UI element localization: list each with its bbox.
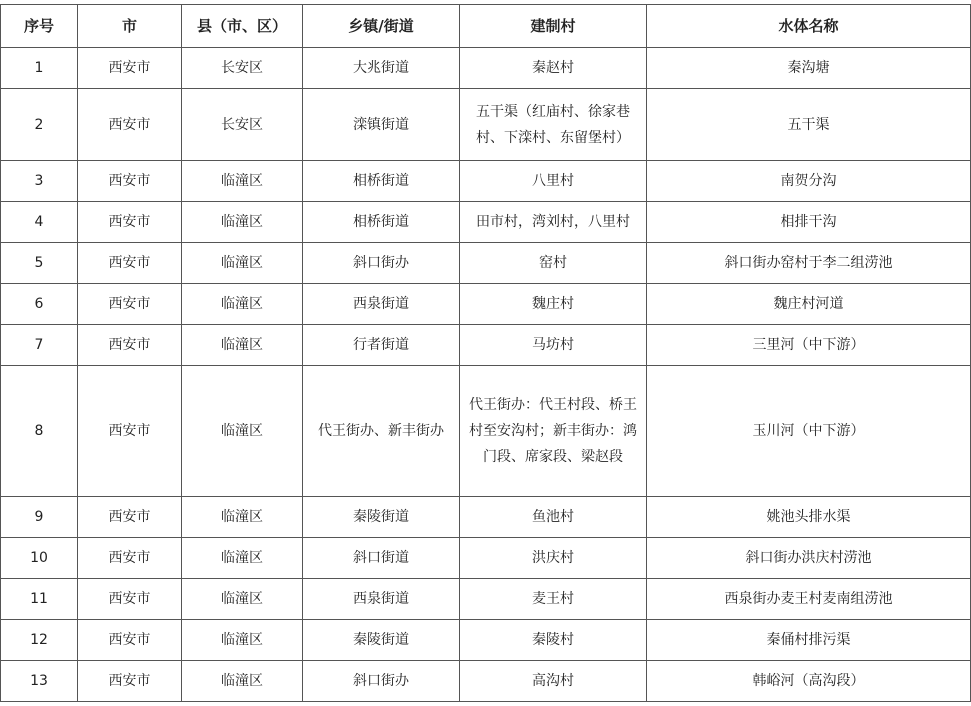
cell-index: 3 bbox=[1, 161, 78, 202]
water-body-table bbox=[0, 4, 971, 702]
cell-township: 相桥街道 bbox=[303, 161, 460, 202]
cell-city: 西安市 bbox=[78, 579, 182, 620]
cell-water-body: 玉川河（中下游） bbox=[647, 366, 971, 497]
cell-county: 临潼区 bbox=[182, 243, 303, 284]
header-village: 建制村 bbox=[460, 5, 647, 48]
table-row bbox=[1, 579, 971, 620]
table-row bbox=[1, 497, 971, 538]
cell-county: 临潼区 bbox=[182, 497, 303, 538]
cell-county: 长安区 bbox=[182, 89, 303, 161]
cell-village: 代王街办：代王村段、桥王村至安沟村；新丰街办：鸿门段、席家段、梁赵段 bbox=[460, 366, 647, 497]
cell-index: 1 bbox=[1, 48, 78, 89]
cell-township: 滦镇街道 bbox=[303, 89, 460, 161]
cell-village: 魏庄村 bbox=[460, 284, 647, 325]
cell-city: 西安市 bbox=[78, 161, 182, 202]
cell-township: 西泉街道 bbox=[303, 579, 460, 620]
cell-water-body: 韩峪河（高沟段） bbox=[647, 661, 971, 702]
table-row bbox=[1, 284, 971, 325]
cell-index: 5 bbox=[1, 243, 78, 284]
cell-township: 秦陵街道 bbox=[303, 620, 460, 661]
cell-county: 临潼区 bbox=[182, 579, 303, 620]
cell-county: 长安区 bbox=[182, 48, 303, 89]
cell-county: 临潼区 bbox=[182, 284, 303, 325]
cell-village: 田市村，湾刘村，八里村 bbox=[460, 202, 647, 243]
cell-water-body: 三里河（中下游） bbox=[647, 325, 971, 366]
table-header-row bbox=[1, 5, 971, 48]
cell-index: 9 bbox=[1, 497, 78, 538]
cell-water-body: 南贺分沟 bbox=[647, 161, 971, 202]
header-township: 乡镇/街道 bbox=[303, 5, 460, 48]
table-row bbox=[1, 89, 971, 161]
cell-city: 西安市 bbox=[78, 202, 182, 243]
cell-village: 鱼池村 bbox=[460, 497, 647, 538]
table-row bbox=[1, 366, 971, 497]
cell-water-body: 秦俑村排污渠 bbox=[647, 620, 971, 661]
cell-village: 麦王村 bbox=[460, 579, 647, 620]
cell-county: 临潼区 bbox=[182, 325, 303, 366]
cell-water-body: 相排干沟 bbox=[647, 202, 971, 243]
cell-city: 西安市 bbox=[78, 366, 182, 497]
cell-city: 西安市 bbox=[78, 620, 182, 661]
cell-water-body: 斜口街办洪庆村涝池 bbox=[647, 538, 971, 579]
cell-index: 8 bbox=[1, 366, 78, 497]
cell-township: 斜口街办 bbox=[303, 243, 460, 284]
cell-village: 马坊村 bbox=[460, 325, 647, 366]
cell-water-body: 斜口街办窑村于李二组涝池 bbox=[647, 243, 971, 284]
cell-index: 10 bbox=[1, 538, 78, 579]
header-index: 序号 bbox=[1, 5, 78, 48]
cell-township: 西泉街道 bbox=[303, 284, 460, 325]
cell-township: 相桥街道 bbox=[303, 202, 460, 243]
cell-county: 临潼区 bbox=[182, 161, 303, 202]
cell-city: 西安市 bbox=[78, 243, 182, 284]
cell-village: 秦陵村 bbox=[460, 620, 647, 661]
cell-city: 西安市 bbox=[78, 661, 182, 702]
cell-township: 大兆街道 bbox=[303, 48, 460, 89]
cell-city: 西安市 bbox=[78, 284, 182, 325]
cell-index: 12 bbox=[1, 620, 78, 661]
cell-township: 斜口街办 bbox=[303, 661, 460, 702]
cell-city: 西安市 bbox=[78, 48, 182, 89]
cell-water-body: 魏庄村河道 bbox=[647, 284, 971, 325]
cell-water-body: 五干渠 bbox=[647, 89, 971, 161]
cell-index: 2 bbox=[1, 89, 78, 161]
cell-township: 代王街办、新丰街办 bbox=[303, 366, 460, 497]
cell-water-body: 西泉街办麦王村麦南组涝池 bbox=[647, 579, 971, 620]
cell-city: 西安市 bbox=[78, 325, 182, 366]
cell-index: 4 bbox=[1, 202, 78, 243]
header-water-body: 水体名称 bbox=[647, 5, 971, 48]
cell-index: 13 bbox=[1, 661, 78, 702]
cell-city: 西安市 bbox=[78, 89, 182, 161]
cell-county: 临潼区 bbox=[182, 366, 303, 497]
table-row bbox=[1, 661, 971, 702]
cell-county: 临潼区 bbox=[182, 202, 303, 243]
cell-county: 临潼区 bbox=[182, 538, 303, 579]
table-row bbox=[1, 202, 971, 243]
cell-county: 临潼区 bbox=[182, 620, 303, 661]
cell-village: 秦赵村 bbox=[460, 48, 647, 89]
cell-water-body: 秦沟塘 bbox=[647, 48, 971, 89]
cell-city: 西安市 bbox=[78, 497, 182, 538]
header-county: 县（市、区） bbox=[182, 5, 303, 48]
cell-index: 7 bbox=[1, 325, 78, 366]
cell-village: 高沟村 bbox=[460, 661, 647, 702]
cell-township: 斜口街道 bbox=[303, 538, 460, 579]
cell-village: 五干渠（红庙村、徐家巷村、下滦村、东留堡村） bbox=[460, 89, 647, 161]
table-row bbox=[1, 620, 971, 661]
cell-city: 西安市 bbox=[78, 538, 182, 579]
table-row bbox=[1, 161, 971, 202]
header-city: 市 bbox=[78, 5, 182, 48]
cell-water-body: 姚池头排水渠 bbox=[647, 497, 971, 538]
cell-county: 临潼区 bbox=[182, 661, 303, 702]
cell-index: 11 bbox=[1, 579, 78, 620]
cell-village: 窑村 bbox=[460, 243, 647, 284]
cell-index: 6 bbox=[1, 284, 78, 325]
cell-township: 秦陵街道 bbox=[303, 497, 460, 538]
table-row bbox=[1, 48, 971, 89]
table-row bbox=[1, 538, 971, 579]
cell-township: 行者街道 bbox=[303, 325, 460, 366]
table-row bbox=[1, 243, 971, 284]
table-row bbox=[1, 325, 971, 366]
cell-village: 八里村 bbox=[460, 161, 647, 202]
cell-village: 洪庆村 bbox=[460, 538, 647, 579]
